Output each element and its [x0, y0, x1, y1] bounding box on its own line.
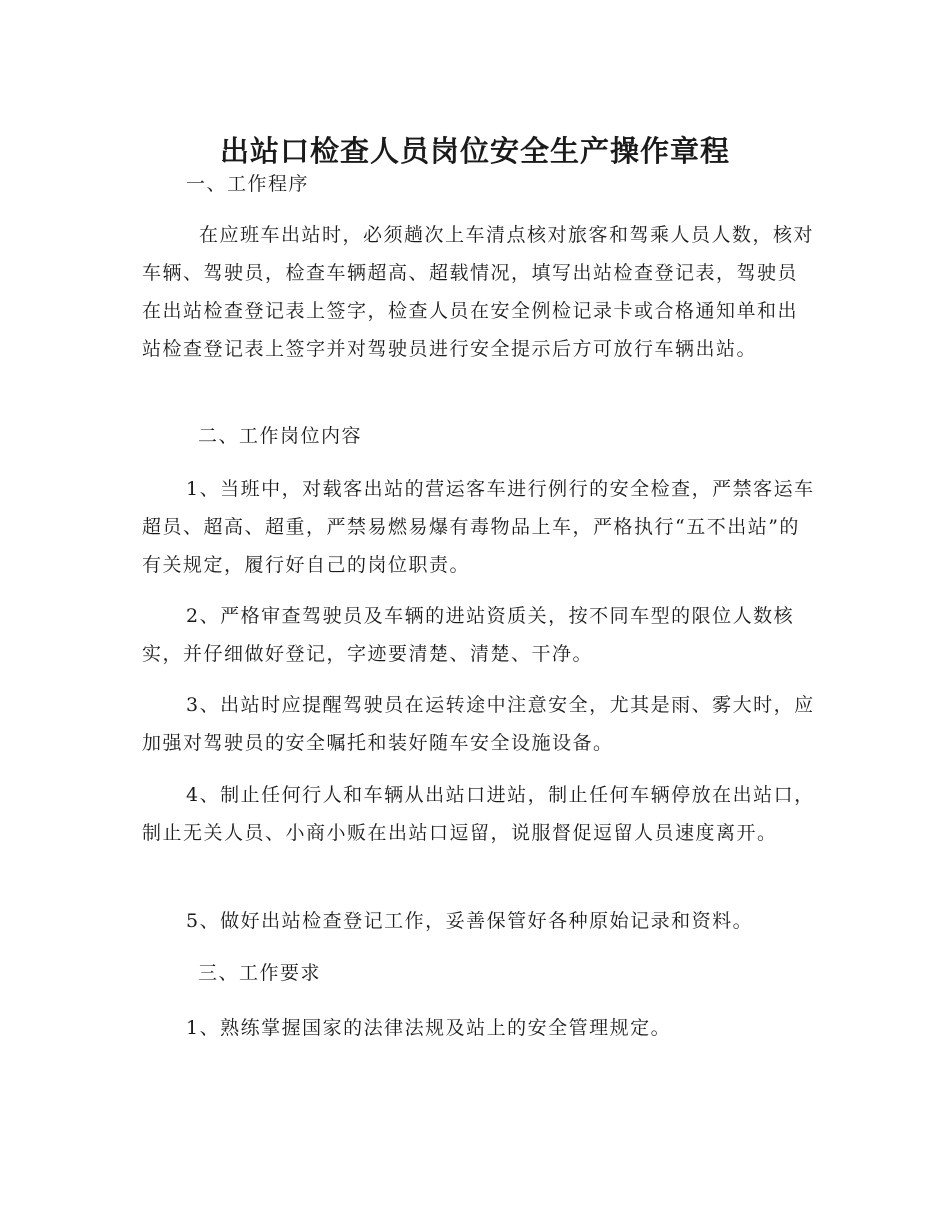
- paragraph-work-procedure: 在应班车出站时，必须趟次上车清点核对旅客和驾乘人员人数，核对车辆、驾驶员，检查车辆超高、超载情况，填写出站检查登记表，驾驶员在出站检查登记表上签字，检查人员在安全例检记录卡或合格通知单和出站检查登记表上签字并对驾驶员进行安全提示后方可放行车辆出站。: [142, 224, 815, 360]
- paragraph-requirement-1: 1、熟练掌握国家的法律法规及站上的安全管理规定。: [186, 1017, 672, 1039]
- document-title: 出站口检查人员岗位安全生产操作章程: [219, 134, 730, 169]
- section-heading-3: 三、工作要求: [198, 962, 322, 984]
- paragraph-duty-4: 4、制止任何行人和车辆从出站口进站，制止任何车辆停放在出站口，制止无关人员、小商小贩在出站口逗留，说服督促逗留人员速度离开。: [142, 784, 815, 844]
- paragraph-duty-3: 3、出站时应提醒驾驶员在运转途中注意安全，尤其是雨、雾大时，应加强对驾驶员的安全嘱托和装好随车安全设施设备。: [142, 694, 815, 754]
- section-heading-1: 一、工作程序: [186, 173, 310, 195]
- paragraph-duty-5: 5、做好出站检查登记工作，妥善保管好各种原始记录和资料。: [186, 910, 754, 932]
- paragraph-duty-1: 1、当班中，对载客出站的营运客车进行例行的安全检查，严禁客运车超员、超高、超重，严禁易燃易爆有毒物品上车，严格执行“五不出站”的有关规定，履行好自己的岗位职责。: [142, 478, 815, 576]
- paragraph-duty-2: 2、严格审查驾驶员及车辆的进站资质关，按不同车型的限位人数核实，并仔细做好登记，字迹要清楚、清楚、干净。: [142, 605, 795, 665]
- section-heading-2: 二、工作岗位内容: [198, 425, 363, 447]
